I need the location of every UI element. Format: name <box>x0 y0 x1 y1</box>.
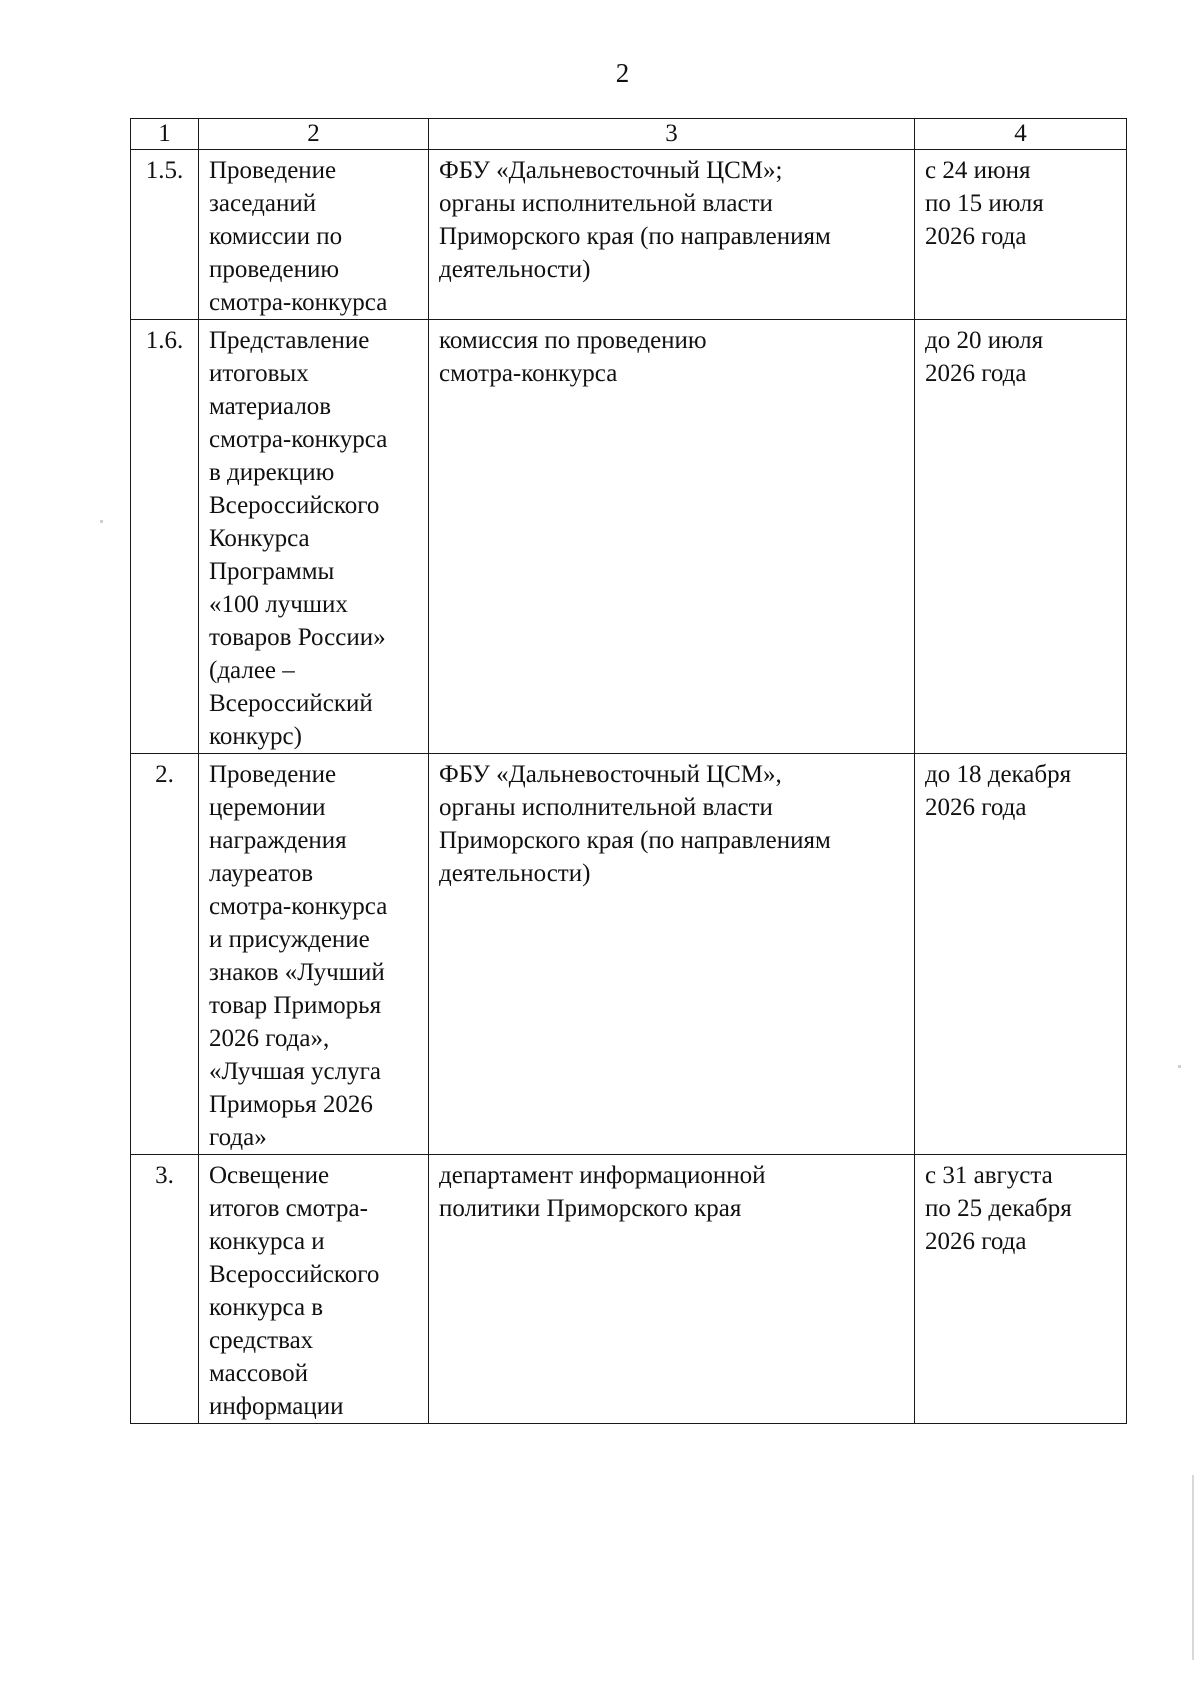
row-number: 1.5. <box>131 150 199 320</box>
responsible-cell: ФБУ «Дальневосточный ЦСМ», органы исполнительной власти Приморского края (по направлениям деятельности) <box>429 754 915 1155</box>
events-table <box>130 118 1127 1424</box>
row-number: 2. <box>131 754 199 1155</box>
row-number: 3. <box>131 1155 199 1424</box>
column-header-2: 2 <box>199 119 429 150</box>
table-row <box>131 320 1127 754</box>
scan-speck <box>1178 1065 1181 1068</box>
event-cell: Освещение итогов смотра- конкурса и Всероссийского конкурса в средствах массовой информации <box>199 1155 429 1424</box>
deadline-cell: до 20 июля 2026 года <box>915 320 1127 754</box>
responsible-cell: департамент информационной политики Приморского края <box>429 1155 915 1424</box>
page-number: 2 <box>615 58 630 88</box>
column-header-1: 1 <box>131 119 199 150</box>
event-cell: Проведение заседаний комиссии по проведению смотра-конкурса <box>199 150 429 320</box>
table-row <box>131 754 1127 1155</box>
deadline-cell: с 31 августа по 25 декабря 2026 года <box>915 1155 1127 1424</box>
row-number: 1.6. <box>131 320 199 754</box>
column-header-3: 3 <box>429 119 915 150</box>
table-row <box>131 150 1127 320</box>
table-header <box>131 119 1127 150</box>
responsible-cell: ФБУ «Дальневосточный ЦСМ»; органы исполнительной власти Приморского края (по направлениям деятельности) <box>429 150 915 320</box>
table-body <box>131 150 1127 1424</box>
event-cell: Представление итоговых материалов смотра-конкурса в дирекцию Всероссийского Конкурса Программы «100 лучших товаров России» (далее – Всероссийский конкурс) <box>199 320 429 754</box>
table-row <box>131 1155 1127 1424</box>
column-header-4: 4 <box>915 119 1127 150</box>
scan-speck <box>100 520 103 523</box>
responsible-cell: комиссия по проведению смотра-конкурса <box>429 320 915 754</box>
scan-edge-mark <box>1192 1475 1194 1660</box>
deadline-cell: до 18 декабря 2026 года <box>915 754 1127 1155</box>
event-cell: Проведение церемонии награждения лауреатов смотра-конкурса и присуждение знаков «Лучший товар Приморья 2026 года», «Лучшая услуга Приморья 2026 года» <box>199 754 429 1155</box>
deadline-cell: с 24 июня по 15 июля 2026 года <box>915 150 1127 320</box>
header-row <box>131 119 1127 150</box>
